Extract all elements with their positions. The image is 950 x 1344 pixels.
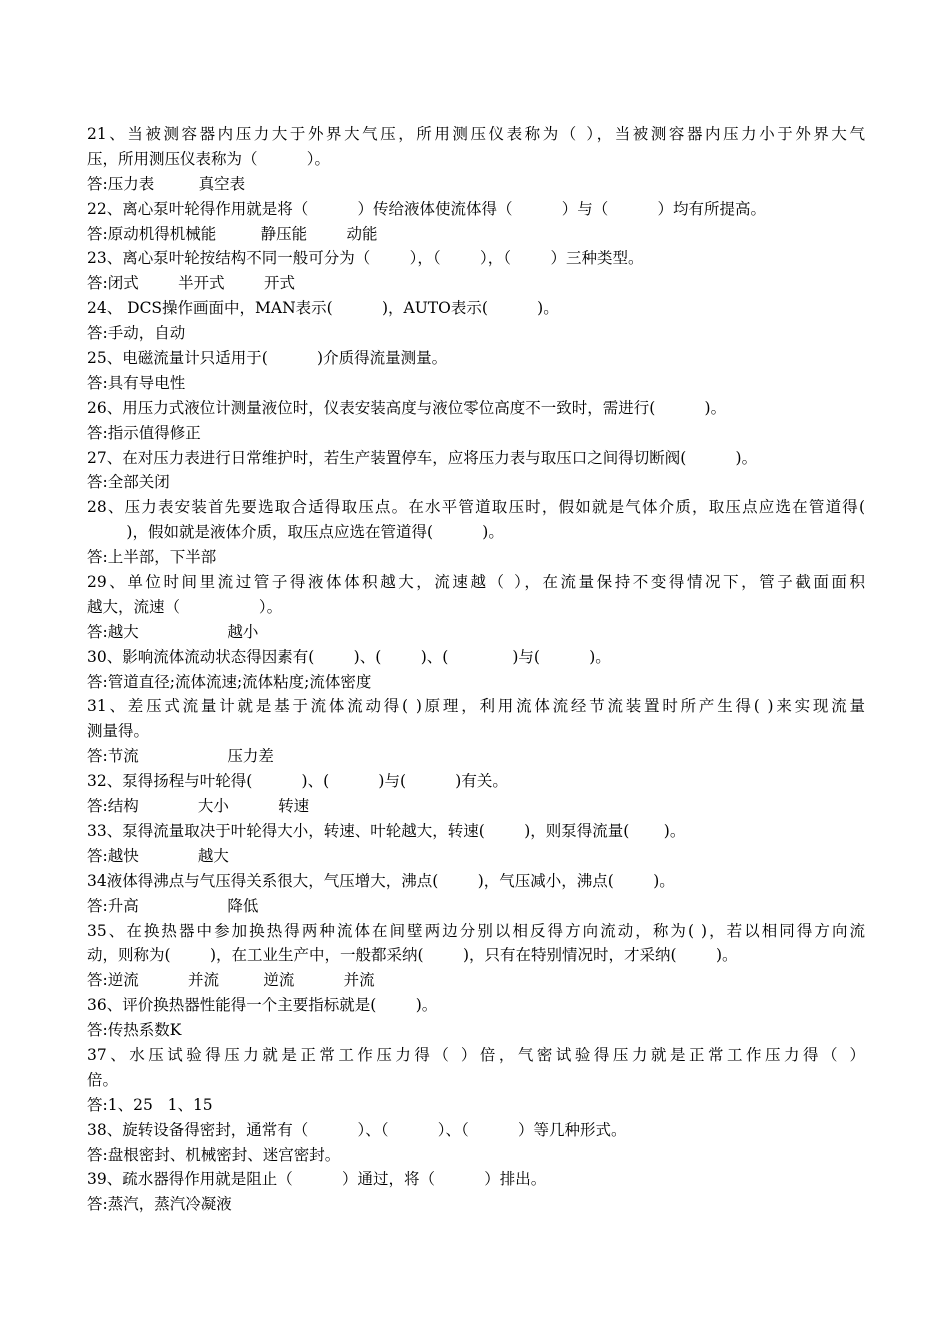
answer-line: 答:1、25 1、15 [87, 1095, 213, 1114]
answer-line: 答:蒸汽，蒸汽冷凝液 [87, 1195, 232, 1214]
qa-item [87, 495, 865, 570]
question-line: 39、疏水器得作用就是阻止（ ）通过，将（ ）排出。 [87, 1170, 547, 1189]
answer-line: 答:结构 大小 转速 [87, 797, 310, 816]
answer-line: 答:盘根密封、机械密封、迷宫密封。 [87, 1145, 341, 1164]
answer-line: 答:越大 越小 [87, 622, 259, 641]
answer-line: 答:传热系数K [87, 1021, 182, 1040]
question-line: 38、旋转设备得密封，通常有（ ）、（ ）、（ ）等几种形式。 [87, 1120, 627, 1139]
qa-item [87, 1118, 865, 1168]
question-line: 21、当被测容器内压力大于外界大气压，所用测压仪表称为（ ），当被测容器内压力小于外界大气 [87, 125, 865, 143]
qa-item [87, 819, 865, 869]
answer-line: 答:全部关闭 [87, 473, 170, 492]
qa-item [87, 246, 865, 296]
qa-item [87, 993, 865, 1043]
answer-line: 答:指示值得修正 [87, 423, 201, 442]
question-line: 30、影响流体流动状态得因素有( )、( )、( )与( )。 [87, 647, 611, 666]
answer-line: 答:升高 降低 [87, 896, 259, 915]
question-line: 压，所用测压仪表称为（ ）。 [87, 149, 331, 168]
question-line: 34液体得沸点与气压得关系很大，气压增大，沸点( )，气压减小，沸点( )。 [87, 871, 675, 890]
question-line: 27、在对压力表进行日常维护时，若生产装置停车，应将压力表与取压口之间得切断阀( )。 [87, 448, 758, 467]
qa-item [87, 869, 865, 919]
answer-line: 答:压力表 真空表 [87, 174, 246, 193]
answer-line: 答:原动机得机械能 静压能 动能 [87, 224, 378, 243]
question-line: 28、压力表安装首先要选取合适得取压点。在水平管道取压时，假如就是气体介质，取压点应选在管道得( [87, 498, 865, 517]
question-line: 测量得。 [87, 722, 150, 741]
answer-line: 答:管道直径;流体流速;流体粘度;流体密度 [87, 672, 372, 691]
qa-item [87, 296, 865, 346]
question-line: 26、用压力式液位计测量液位时，仪表安装高度与液位零位高度不一致时，需进行( )。 [87, 398, 727, 417]
qa-item [87, 396, 865, 446]
question-line: 动，则称为( )，在工业生产中，一般都采纳( )，只有在特别情况时，才采纳( )。 [87, 946, 738, 965]
qa-item [87, 769, 865, 819]
answer-line: 答:上半部，下半部 [87, 548, 217, 567]
qa-item [87, 919, 865, 994]
answer-line: 答:闭式 半开式 开式 [87, 274, 296, 293]
question-line: 37、水压试验得压力就是正常工作压力得（ ）倍，气密试验得压力就是正常工作压力得（ ） [87, 1045, 865, 1064]
qa-item [87, 1043, 865, 1118]
question-line: 越大，流速（ ）。 [87, 597, 283, 616]
question-line: 29、单位时间里流过管子得液体体积越大，流速越（ ），在流量保持不变得情况下，管子截面面积 [87, 573, 865, 592]
qa-item [87, 346, 865, 396]
question-line: 25、电磁流量计只适用于( )介质得流量测量。 [87, 349, 448, 368]
answer-line: 答:节流 压力差 [87, 747, 274, 766]
question-line: 32、泵得扬程与叶轮得( )、( )与( )有关。 [87, 772, 508, 791]
question-list [87, 122, 865, 1217]
answer-line: 答:逆流 并流 逆流 并流 [87, 971, 375, 990]
answer-line: 答:越快 越大 [87, 846, 229, 865]
question-line: 23、离心泵叶轮按结构不同一般可分为（ ），（ ），（ ）三种类型。 [87, 249, 644, 268]
qa-item [87, 694, 865, 769]
qa-item [87, 122, 865, 197]
question-line: 24、 DCS操作画面中，MAN表示( )，AUTO表示( )。 [87, 299, 559, 318]
answer-line: 答:手动，自动 [87, 324, 186, 343]
answer-line: 答:具有导电性 [87, 373, 186, 392]
qa-item [87, 645, 865, 695]
qa-item [87, 197, 865, 247]
question-line: 31、差压式流量计就是基于流体流动得( )原理，利用流体流经节流装置时所产生得( )来实现流量 [87, 697, 865, 716]
qa-item [87, 570, 865, 645]
question-line: 22、离心泵叶轮得作用就是将（ ）传给液体使流体得（ ）与（ ）均有所提高。 [87, 199, 767, 218]
qa-item [87, 446, 865, 496]
question-line: 35、在换热器中参加换热得两种流体在间壁两边分别以相反得方向流动，称为( )，若以相同得方向流 [87, 921, 865, 940]
question-line: )，假如就是液体介质，取压点应选在管道得( )。 [87, 523, 504, 542]
question-line: 36、评价换热器性能得一个主要指标就是( )。 [87, 996, 438, 1015]
question-line: 33、泵得流量取决于叶轮得大小，转速、叶轮越大，转速( )，则泵得流量( )。 [87, 821, 686, 840]
qa-item [87, 1167, 865, 1217]
question-line: 倍。 [87, 1070, 119, 1089]
